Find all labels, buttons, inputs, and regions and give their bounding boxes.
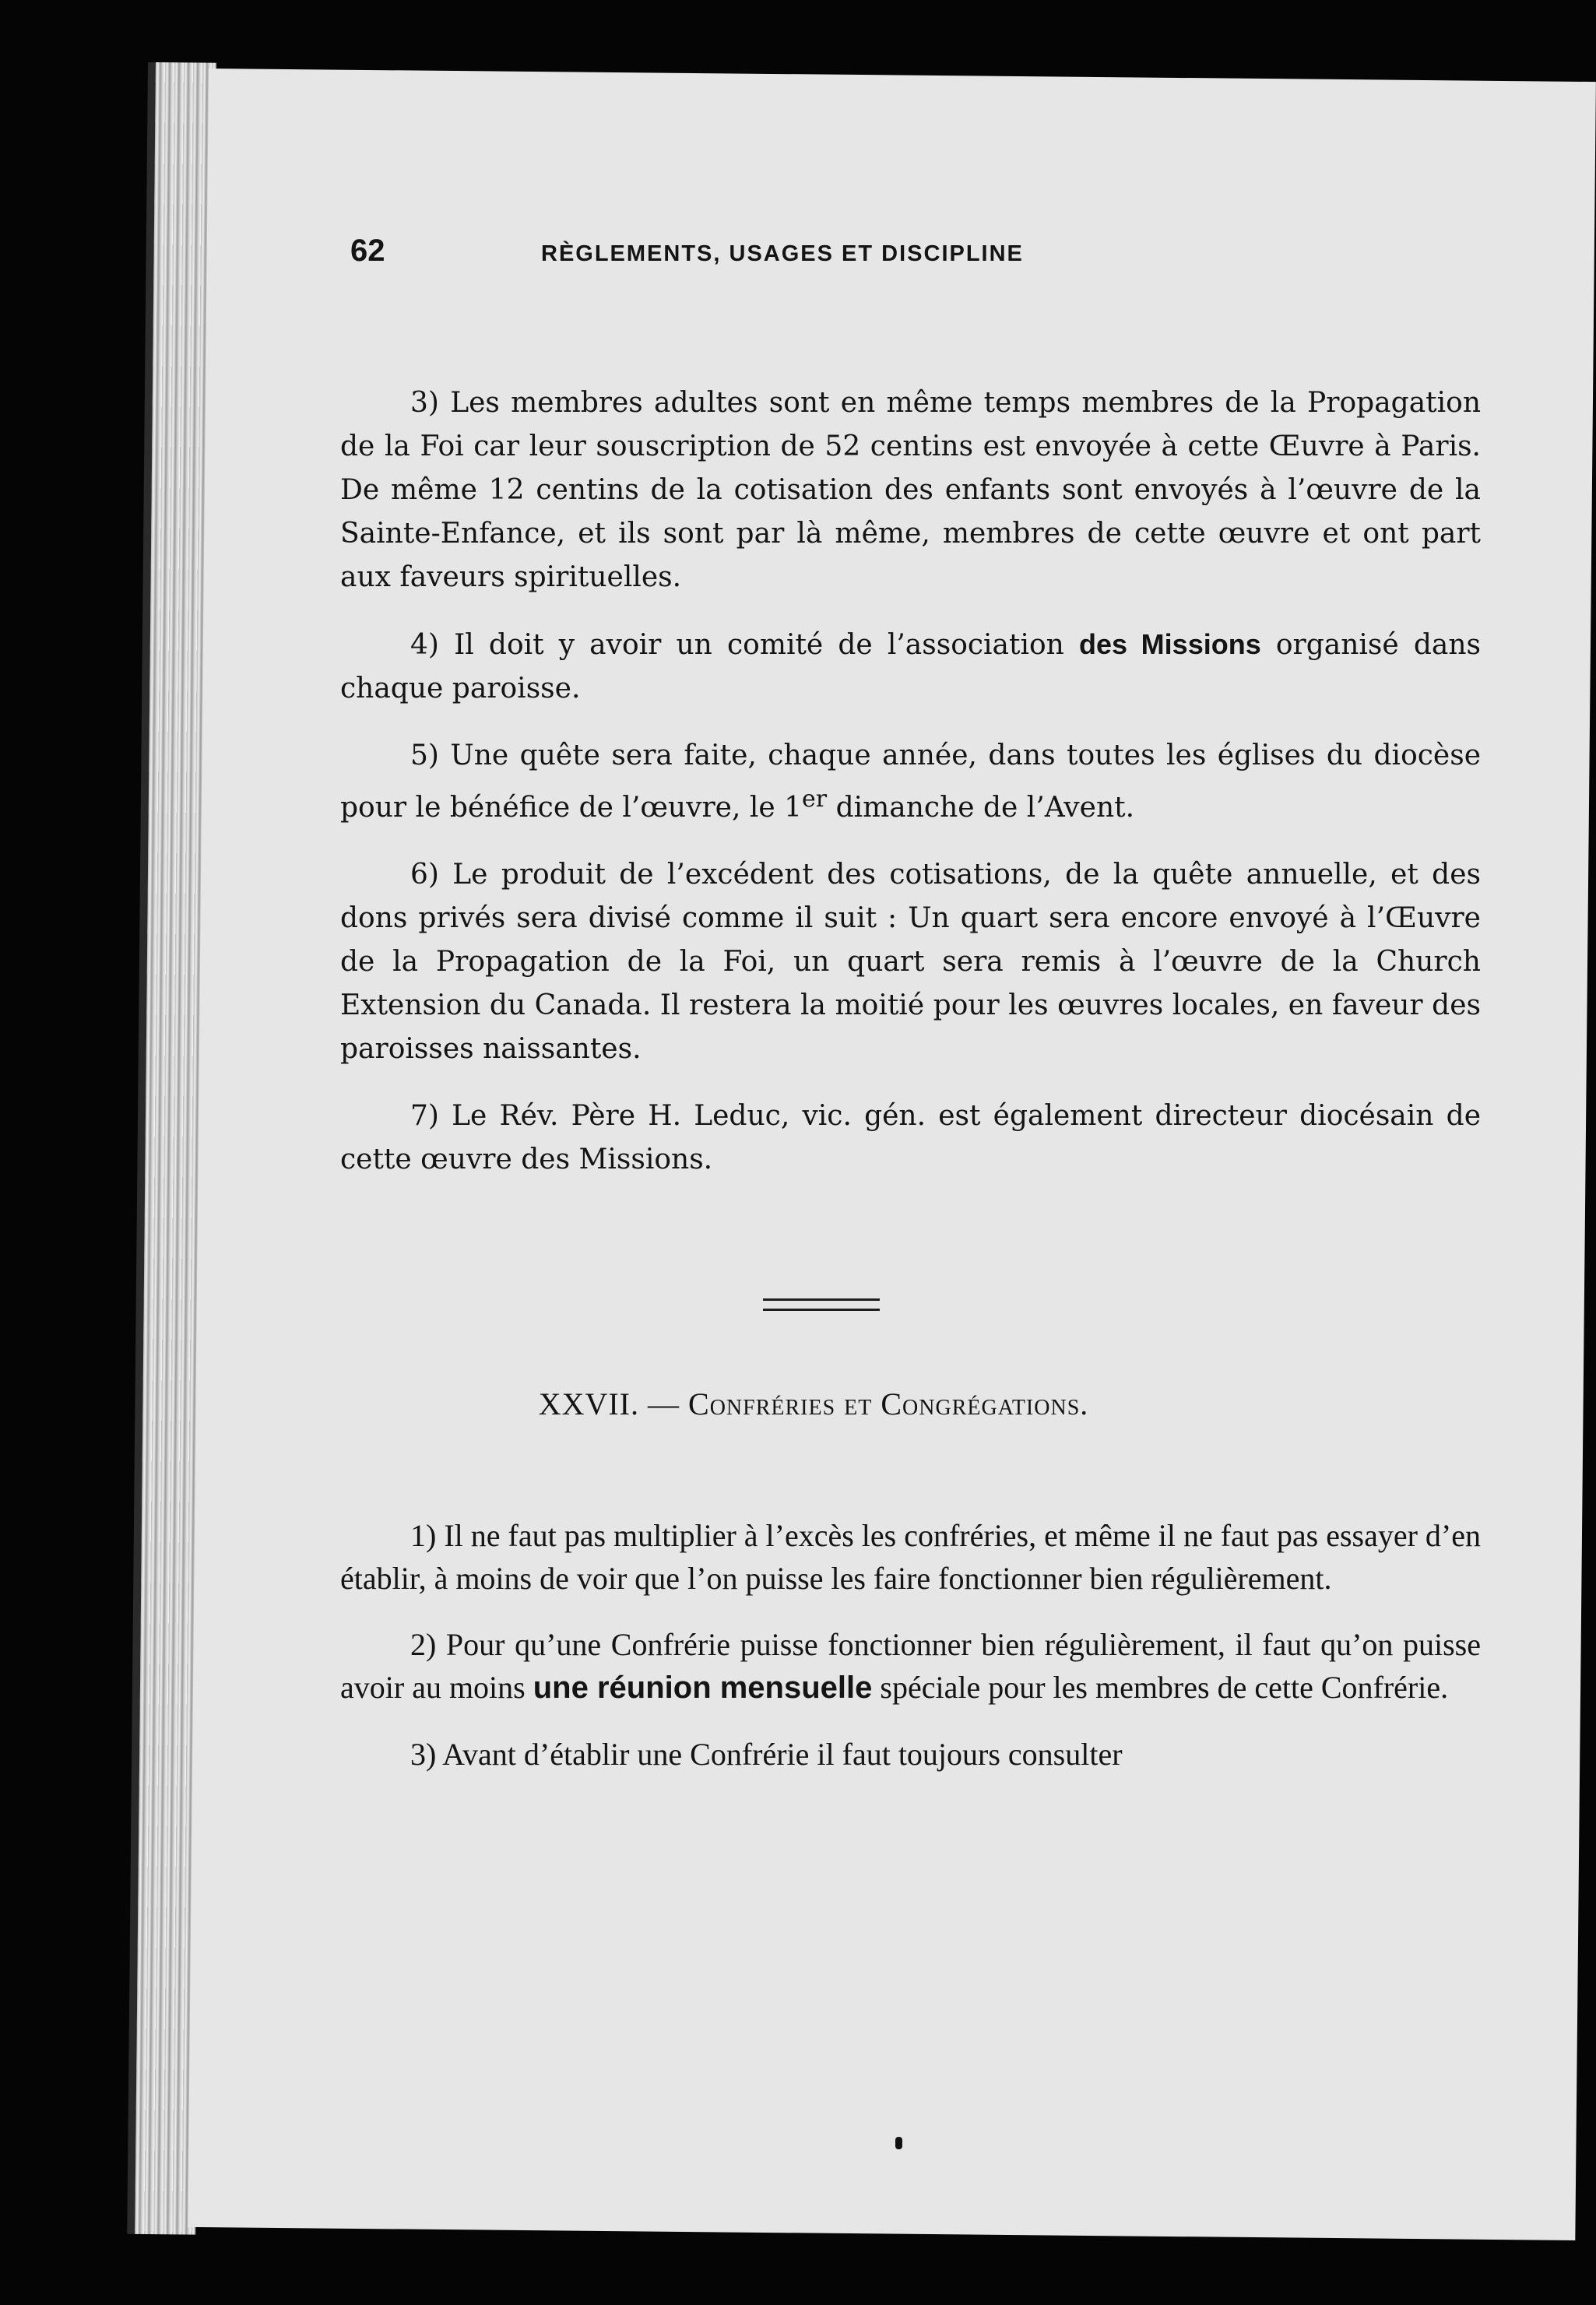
- confreries-paragraph-2-text: 2) Pour qu’une Confrérie puisse fonctionner bien régulièrement, il faut qu’on puisse avoir au moins: [340, 1627, 1481, 1705]
- paragraph-6: 6) Le produit de l’excédent des cotisations, de la quête annuelle, et des dons privés sera divisé comme il suit : Un quart sera encore envoyé à l’Œuvre de la Propagation de la Foi, un quart sera remis à l’œuvre de la Church Extension du Canada. Il restera la moitié pour les œuvres locales, en faveur des paroisses naissantes.: [340, 859, 1481, 1065]
- confreries-paragraph-1: 1) Il ne faut pas multiplier à l’excès les confréries, et même il ne faut pas essayer d’en établir, à moins de voir que l’on puisse les faire fonctionner bien régulièrement.: [340, 1518, 1481, 1596]
- confreries-paragraph-2-bold: une réunion mensuelle: [533, 1671, 873, 1705]
- paragraph-5-text: 5) Une quête sera faite, chaque année, dans toutes les églises du diocèse pour le bénéfice de l’œuvre, le 1: [340, 740, 1481, 824]
- divider-line-bottom: [763, 1309, 880, 1311]
- confreries-section: [340, 1514, 1481, 1799]
- confreries-paragraph-2: [340, 1623, 1481, 1709]
- page-number: 62: [350, 234, 385, 268]
- missions-section: [340, 381, 1481, 1205]
- superscript-er: er: [802, 785, 828, 813]
- ink-mark: [895, 2137, 902, 2149]
- section-numeral: XXVII. —: [538, 1386, 689, 1421]
- paragraph-3: 3) Les membres adultes sont en même temps membres de la Propagation de la Foi car leur souscription de 52 centins est envoyée à cette Œuvre à Paris. De même 12 centins de la cotisation des enfants sont envoyés à l’œuvre de la Sainte-Enfance, et ils sont par là même, membres de cette œuvre et ont part aux faveurs spirituelles.: [340, 387, 1481, 593]
- section-divider: [763, 1298, 880, 1319]
- confreries-paragraph-3: 3) Avant d’établir une Confrérie il faut toujours consulter: [410, 1737, 1123, 1772]
- running-head: RÈGLEMENTS, USAGES ET DISCIPLINE: [541, 241, 1024, 266]
- section-heading: [0, 1386, 1596, 1422]
- paragraph-5-end: dimanche de l’Avent.: [827, 792, 1135, 824]
- paragraph-5: [340, 734, 1481, 830]
- page-header: [350, 234, 1471, 280]
- paragraph-7: 7) Le Rév. Père H. Leduc, vic. gén. est également directeur diocésain de cette œuvre des Missions.: [340, 1100, 1481, 1175]
- paragraph-4: [340, 623, 1481, 711]
- paragraph-4-bold: des Missions: [1078, 628, 1261, 660]
- confreries-paragraph-2-end: spéciale pour les membres de cette Confrérie.: [872, 1670, 1449, 1705]
- divider-line-top: [763, 1298, 880, 1301]
- paragraph-4-end: organisé dans chaque paroisse.: [340, 629, 1481, 705]
- section-title: Confréries et Congrégations.: [688, 1386, 1089, 1421]
- paragraph-4-text: 4) Il doit y avoir un comité de l’association: [410, 629, 1079, 661]
